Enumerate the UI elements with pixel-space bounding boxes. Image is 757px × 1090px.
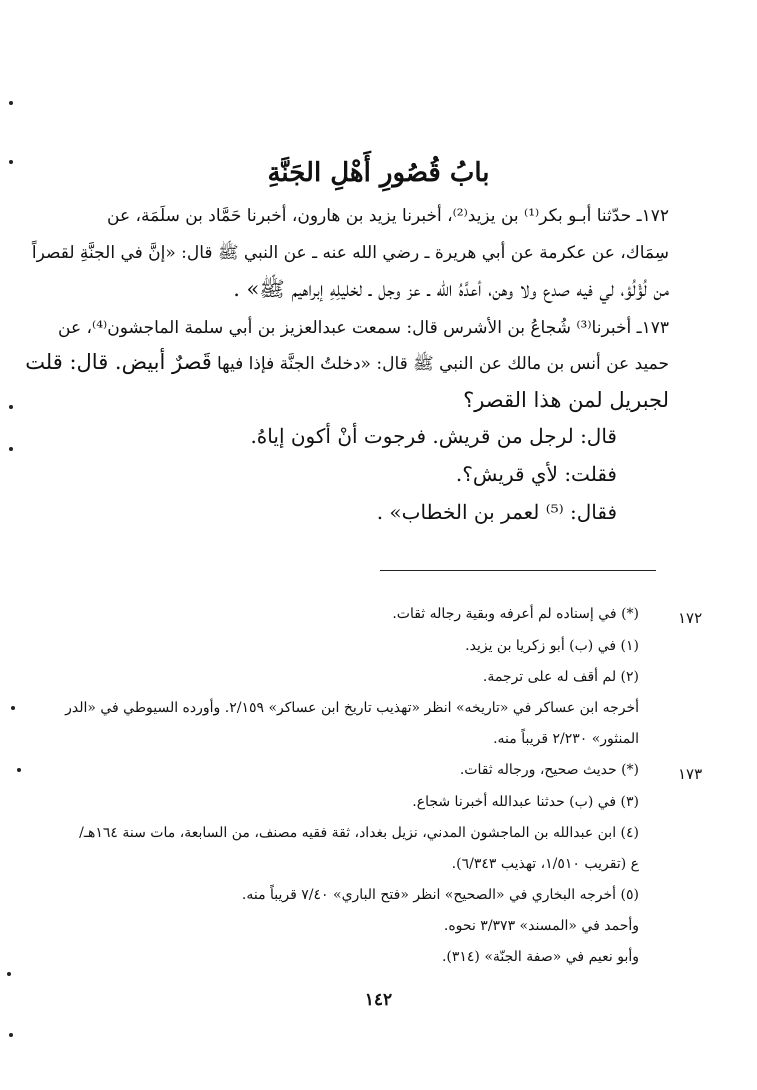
footnote-173-star: (*) حديث صحيح، ورجاله ثقات.: [459, 762, 639, 778]
hadith-172-line-3: من لُؤْلُؤ، لي فيه صدع ولا وهن، أعدَّهُ الله ـ عز وجل ـ لخليلِهِ إبراهيم ﷺ» .: [233, 277, 669, 301]
footnote-5-ahmad: وأحمد في «المسند» ٣/٣٧٣ نحوه.: [443, 918, 639, 934]
scan-speck: [9, 101, 13, 105]
scan-speck: [9, 1033, 13, 1037]
hadith-172-line-1: ١٧٢ـ حدّثنا أبـو بكر⁽¹⁾ بن يزيد⁽²⁾، أخبرنا يزيد بن هارون، أخبرنا حَمَّاد بن سلَمَة، عن: [107, 206, 669, 226]
hadith-172-line-2: سِمَاك، عن عكرمة عن أبي هريرة ـ رضي الله عنه ـ عن النبي ﷺ قال: «إنَّ في الجنَّةِ لقصراً: [31, 243, 669, 263]
hadith-173-verse-3: فقال: ⁽⁵⁾ لعمر بن الخطاب» .: [376, 500, 617, 524]
footnote-1: (١) في (ب) أبو زكريا بن يزيد.: [465, 638, 639, 654]
footnote-number-173: ١٧٣: [678, 765, 703, 783]
hadith-173-line-2-part-2: قَصرٌ أبيض. قال: قلت: [25, 350, 212, 374]
footnote-4-line-1: (٤) ابن عبدالله بن الماجشون المدني، نزيل بغداد، ثقة فقيه مصنف، من السابعة، مات سنة ١٦٤هـ/: [79, 825, 639, 841]
footnote-number-172: ١٧٢: [678, 609, 703, 627]
footnote-5: (٥) أخرجه البخاري في «الصحيح» انظر «فتح الباري» ٧/٤٠ قريباً منه.: [241, 887, 639, 903]
footnote-2-source-line-1: أخرجه ابن عساكر في «تاريخه» انظر «تهذيب تاريخ ابن عساكر» ٢/١٥٩. وأورده السيوطي في «الدر: [65, 700, 639, 716]
footnote-divider: [380, 570, 656, 571]
page-number: ١٤٢: [364, 990, 393, 1010]
hadith-173-verse-1: قال: لرجل من قريش. فرجوت أنْ أكون إياهُ.: [250, 424, 617, 448]
footnote-3: (٣) في (ب) حدثنا عبدالله أخبرنا شجاع.: [412, 794, 639, 810]
scan-speck: [11, 706, 15, 710]
scan-speck: [7, 972, 11, 976]
hadith-173-line-3: لجبريل لمن هذا القصر؟: [463, 388, 669, 412]
footnote-2: (٢) لم أقف له على ترجمة.: [482, 669, 639, 685]
hadith-173-verse-2: فقلت: لأي قريش؟.: [455, 462, 617, 486]
footnote-172-star: (*) في إسناده لم أعرفه وبقية رجاله ثقات.: [392, 606, 639, 622]
footnote-2-source-line-2: المنثور» ٢/٢٣٠ قريباً منه.: [493, 731, 639, 747]
hadith-173-line-1: ١٧٣ـ أخبرنا⁽³⁾ شُجاعُ بن الأشرس قال: سمعت عبدالعزيز بن أبي سلمة الماجشون⁽⁴⁾، عن: [58, 318, 669, 338]
scan-speck: [9, 160, 13, 164]
hadith-173-line-2-part-1: حميد عن أنس بن مالك عن النبي ﷺ قال: «دخلتُ الجنَّة فإذا فيها: [216, 354, 669, 374]
hadith-173-line-2: [25, 350, 669, 378]
scan-speck: [9, 405, 13, 409]
scan-speck: [9, 447, 13, 451]
footnote-5-abu-nuaim: وأبو نعيم في «صفة الجنّة» (٣١٤).: [441, 949, 639, 965]
footnote-4-line-2: ع (تقريب ١/٥١٠، تهذيب ٦/٣٤٣).: [451, 856, 639, 872]
scan-speck: [17, 768, 21, 772]
chapter-title: بابُ قُصُورِ أَهْلِ الجَنَّةِ: [267, 158, 490, 188]
